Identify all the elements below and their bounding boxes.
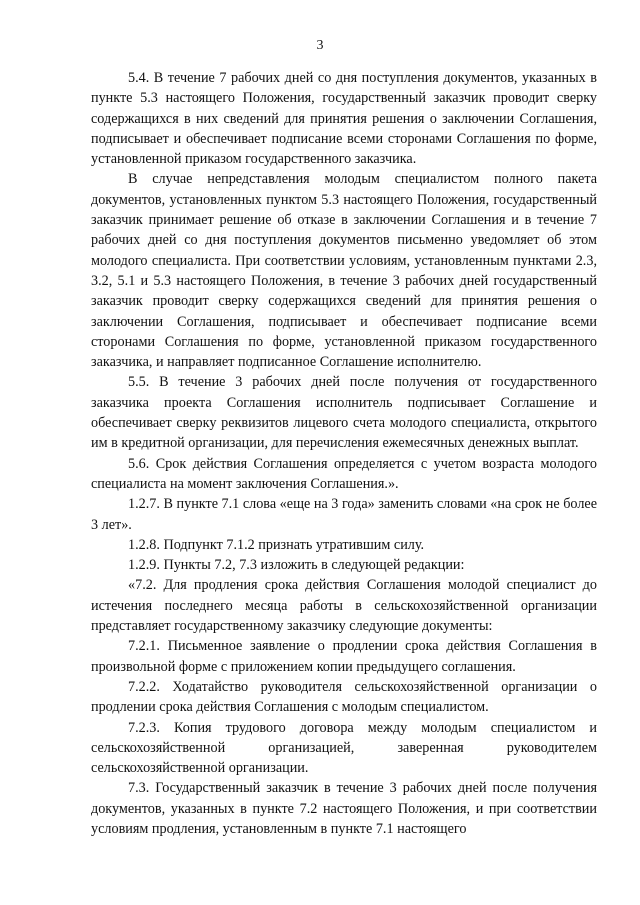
page-number: 3 [316, 38, 324, 53]
paragraph-7-2-1: 7.2.1. Письменное заявление о продлении срока действия Соглашения в произвольной форме с приложением копии предыдущего соглашения. [91, 638, 597, 675]
paragraph-5-6: 5.6. Срок действия Соглашения определяется с учетом возраста молодого специалиста на момент заключения Соглашения.». [91, 455, 597, 492]
paragraph-incomplete-documents: В случае непредставления молодым специалистом полного пакета документов, установленных пунктом 5.3 настоящего Положения, государственный заказчик принимает решение об отказе в заключении Соглашения и в течение 7 рабочих дней со дня поступления документов письменно уведомляет об этом молодого специалиста. При соответствии условиям, установленным пунктами 2.3, 3.2, 5.1 и 5.3 настоящего Положения, в течение 3 рабочих дней государственный заказчик проводит сверку содержащихся сведений для принятия решения о заключении Соглашения, подписывает и обеспечивает подписание всеми сторонами Соглашения по форме, установленной приказом государственного заказчика, и направляет подписанное Соглашение исполнителю. [91, 171, 597, 371]
paragraph-1-2-7: 1.2.7. В пункте 7.1 слова «еще на 3 года» заменить словами «на срок не более 3 лет». [91, 496, 597, 533]
document-body [91, 68, 597, 839]
paragraph-1-2-9: 1.2.9. Пункты 7.2, 7.3 изложить в следующей редакции: [128, 557, 465, 574]
paragraph-7-2-3: 7.2.3. Копия трудового договора между молодым специалистом и сельскохозяйственной организацией, заверенная руководителем сельскохозяйственной организации. [91, 719, 597, 777]
paragraph-7-3: 7.3. Государственный заказчик в течение 3 рабочих дней после получения документов, указанных в пункте 7.2 настоящего Положения, и при соответствии условиям продления, установленным в пункте 7.1 настоящего [91, 780, 597, 837]
paragraph-5-5: 5.5. В течение 3 рабочих дней после получения от государственного заказчика проекта Соглашения исполнитель подписывает Соглашение и обеспечивает сверку реквизитов лицевого счета молодого специалиста, открытого им в кредитной организации, для перечисления ежемесячных денежных выплат. [91, 374, 597, 452]
paragraph-7-2-2: 7.2.2. Ходатайство руководителя сельскохозяйственной организации о продлении срока действия Соглашения с молодым специалистом. [91, 678, 597, 716]
paragraph-1-2-8: 1.2.8. Подпункт 7.1.2 признать утратившим силу. [128, 536, 425, 553]
paragraph-7-2: «7.2. Для продления срока действия Соглашения молодой специалист до истечения последнего месяца работы в сельскохозяйственной организации представляет государственному заказчику следующие документы: [91, 577, 597, 635]
paragraph-5-4: 5.4. В течение 7 рабочих дней со дня поступления документов, указанных в пункте 5.3 настоящего Положения, государственный заказчик проводит сверку содержащихся в них сведений для принятия решения о заключении Соглашения, подписывает и обеспечивает подписание всеми сторонами Соглашения по форме, установленной приказом государственного заказчика. [91, 70, 597, 168]
